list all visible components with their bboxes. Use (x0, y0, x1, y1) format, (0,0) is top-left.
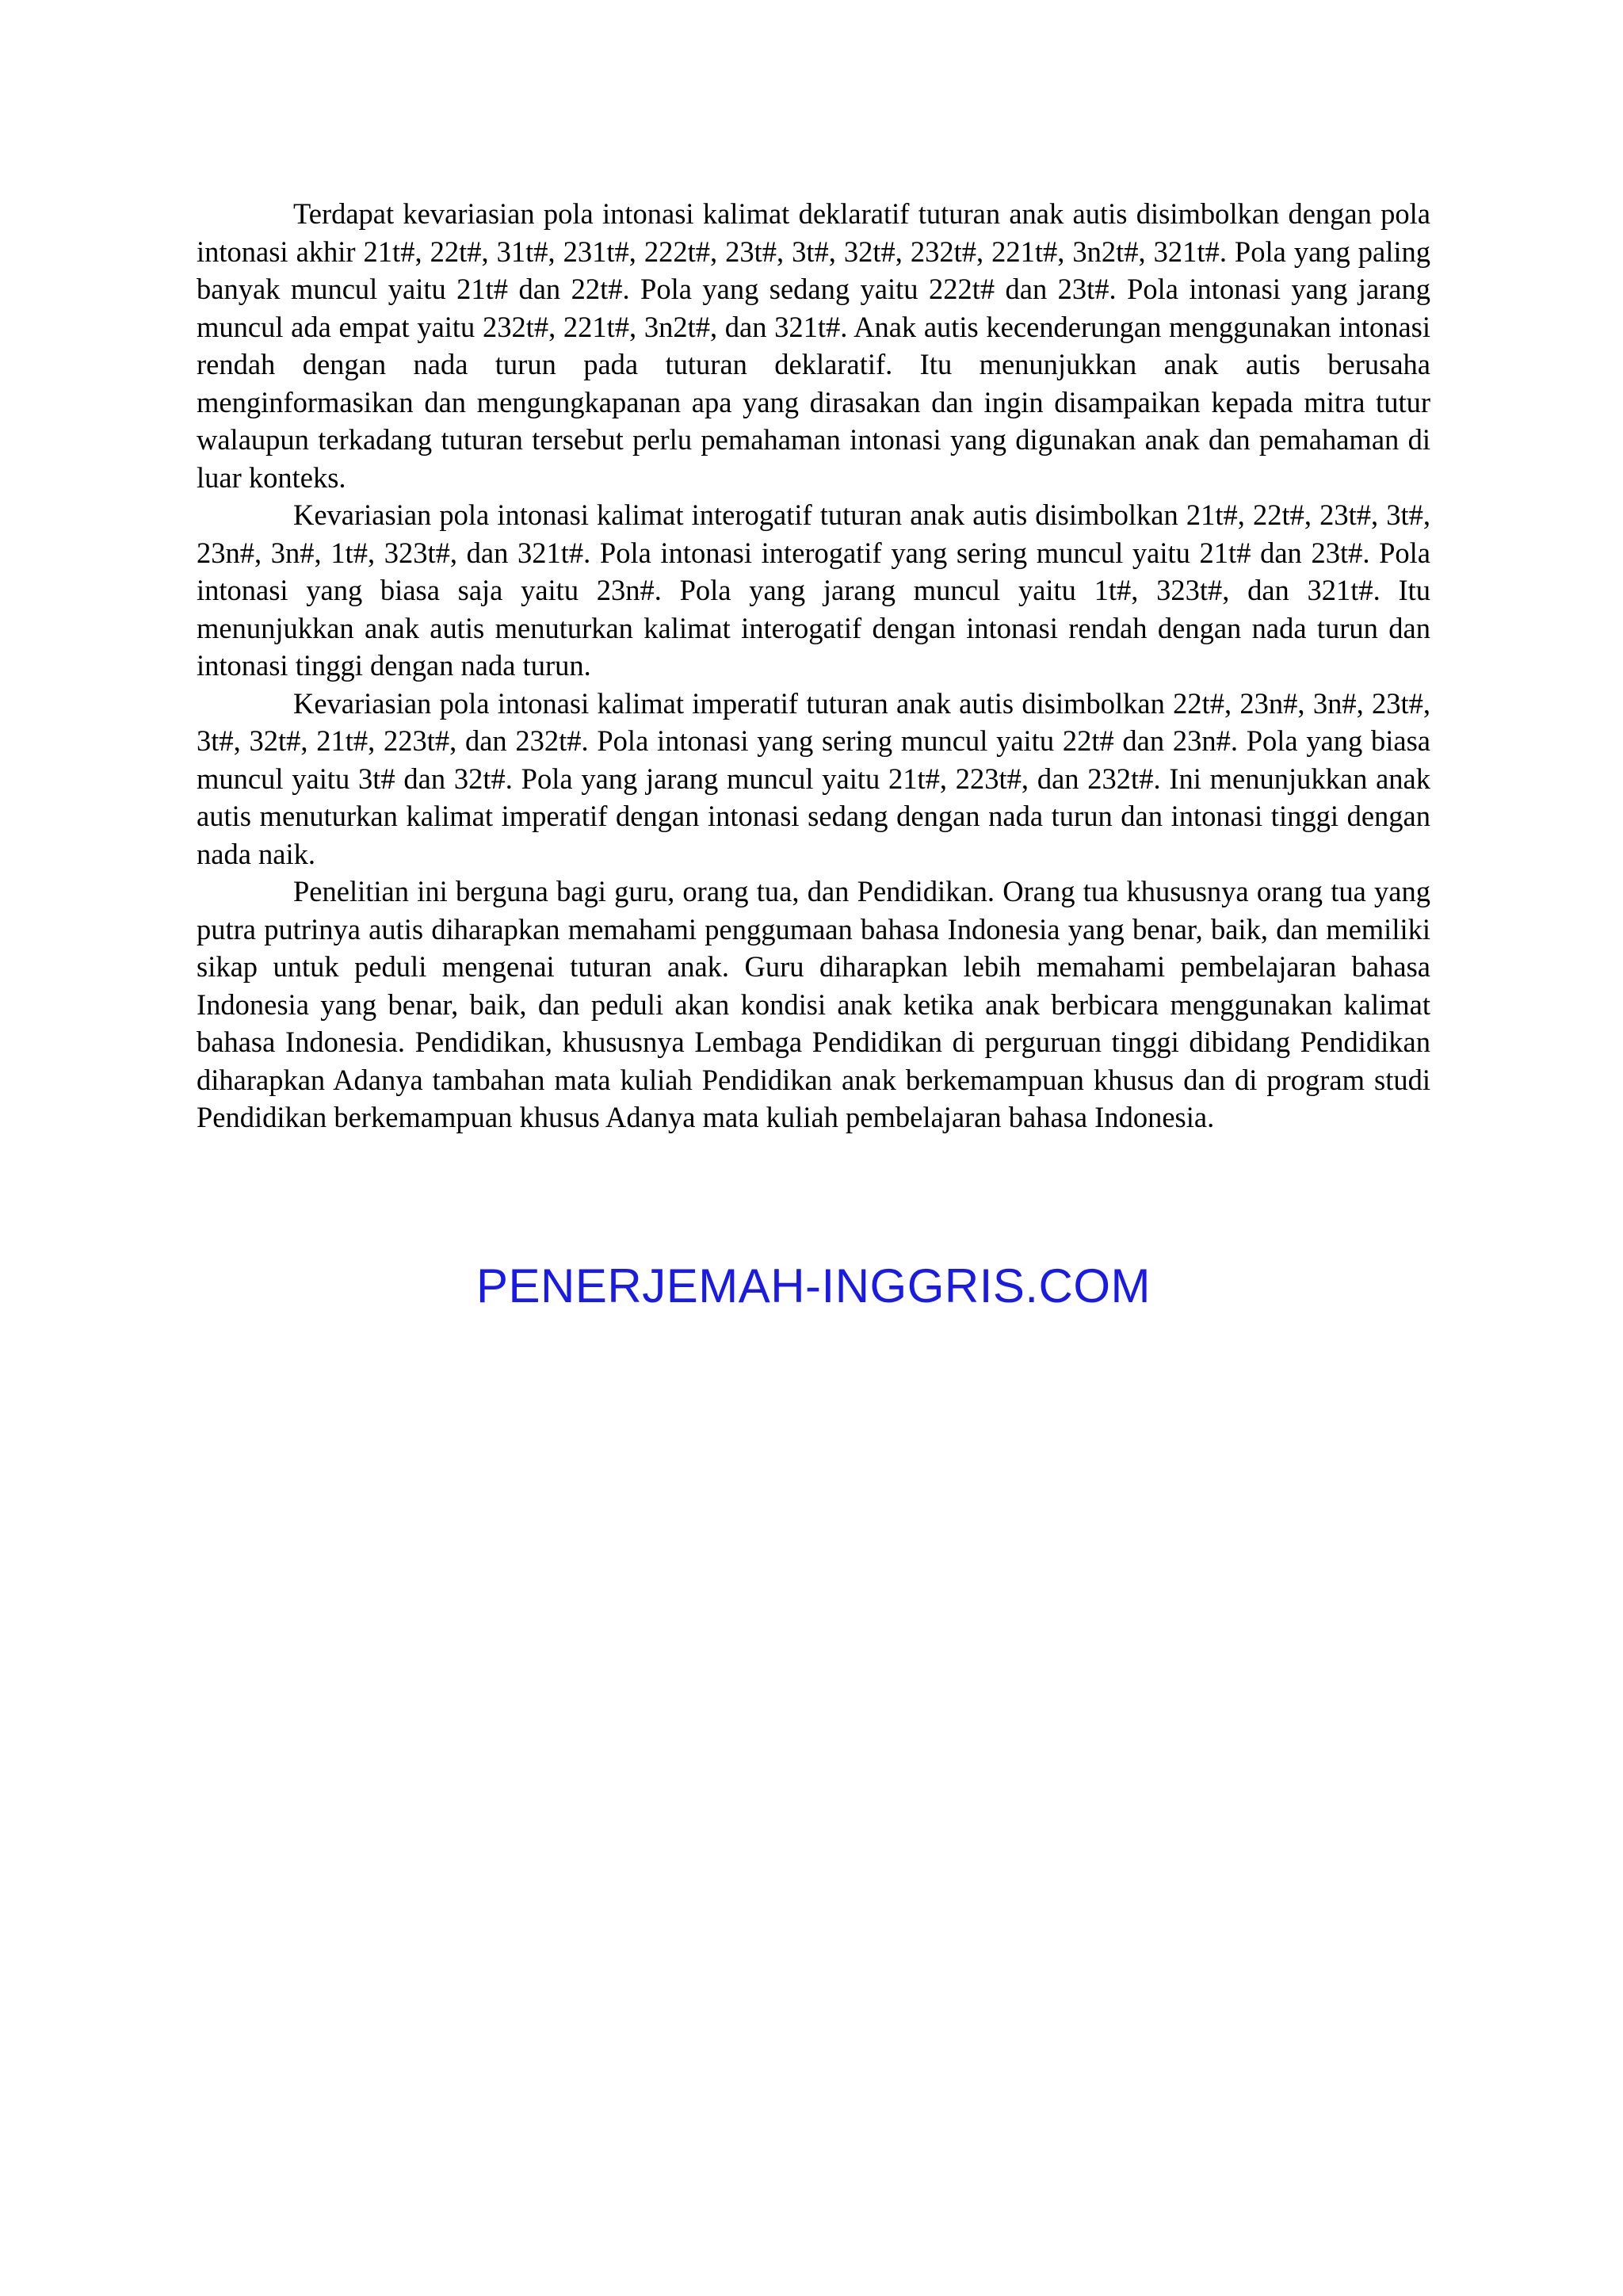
paragraph-research-benefit: Penelitian ini berguna bagi guru, orang tua, dan Pendidikan. Orang tua khususnya orang tua yang putra putrinya autis diharapkan memahami penggumaan bahasa Indonesia yang benar, baik, dan memiliki sikap untuk peduli mengenai tuturan anak. Guru diharapkan lebih memahami pembelajaran bahasa Indonesia yang benar, baik, dan peduli akan kondisi anak ketika anak berbicara menggunakan kalimat bahasa Indonesia. Pendidikan, khususnya Lembaga Pendidikan di perguruan tinggi dibidang Pendidikan diharapkan Adanya tambahan mata kuliah Pendidikan anak berkemampuan khusus dan di program studi Pendidikan berkemampuan khusus Adanya mata kuliah pembelajaran bahasa Indonesia. (197, 875, 1430, 1133)
paragraph-interrogative: Kevariasian pola intonasi kalimat interogatif tuturan anak autis disimbolkan 21t#, 22t#, 23t#, 3t#, 23n#, 3n#, 1t#, 323t#, dan 321t#. Pola intonasi interogatif yang sering muncul yaitu 21t# dan 23t#. Pola intonasi yang biasa saja yaitu 23n#. Pola yang jarang muncul yaitu 1t#, 323t#, dan 321t#. Itu menunjukkan anak autis menuturkan kalimat interogatif dengan intonasi rendah dengan nada turun dan intonasi tinggi dengan nada turun. (197, 499, 1430, 682)
paragraph-declarative: Terdapat kevariasian pola intonasi kalimat deklaratif tuturan anak autis disimbolkan dengan pola intonasi akhir 21t#, 22t#, 31t#, 231t#, 222t#, 23t#, 3t#, 32t#, 232t#, 221t#, 3n2t#, 321t#. Pola yang paling banyak muncul yaitu 21t# dan 22t#. Pola yang sedang yaitu 222t# dan 23t#. Pola intonasi yang jarang muncul ada empat yaitu 232t#, 221t#, 3n2t#, dan 321t#. Anak autis kecenderungan menggunakan intonasi rendah dengan nada turun pada tuturan deklaratif. Itu menunjukkan anak autis berusaha menginformasikan dan mengungkapanan apa yang dirasakan dan ingin disampaikan kepada mitra tutur walaupun terkadang tuturan tersebut perlu pemahaman intonasi yang digunakan anak dan pemahaman di luar konteks. (197, 197, 1430, 494)
paragraph-imperative: Kevariasian pola intonasi kalimat imperatif tuturan anak autis disimbolkan 22t#, 23n#, 3n#, 23t#, 3t#, 32t#, 21t#, 223t#, dan 232t#. Pola intonasi yang sering muncul yaitu 22t# dan 23n#. Pola yang biasa muncul yaitu 3t# dan 32t#. Pola yang jarang muncul yaitu 21t#, 223t#, dan 232t#. Ini menunjukkan anak autis menuturkan kalimat imperatif dengan intonasi sedang dengan nada turun dan intonasi tinggi dengan nada naik. (197, 686, 1430, 870)
watermark-text: PENERJEMAH-INGGRIS.COM (475, 1259, 1151, 1312)
body-text (197, 195, 1430, 1137)
